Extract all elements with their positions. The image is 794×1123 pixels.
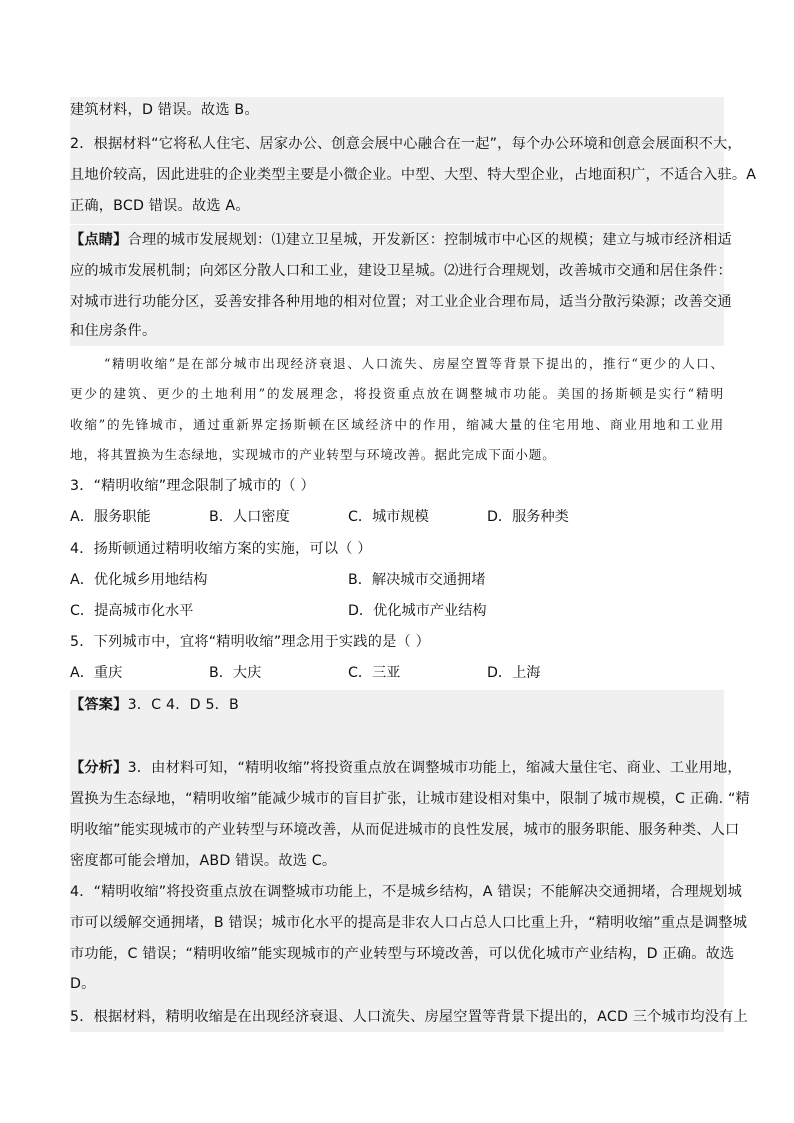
tips-text: 合理的城市发展规划：⑴建立卫星城，开发新区：控制城市中心区的规模；建立与城市经济相适: [127, 232, 732, 248]
option-b: B．解决城市交通拥堵: [348, 572, 486, 588]
option-d: D．上海: [487, 665, 541, 681]
text-line: 更少的建筑、更少的土地利用”的发展理念，将投资重点放在调整城市功能。美国的扬斯顿是实行“精明: [70, 386, 724, 401]
answer-block: [70, 690, 724, 756]
option-d: D．优化城市产业结构: [348, 603, 487, 619]
tips-label: 【点睛】: [70, 232, 128, 248]
text-line: 建筑材料，D 错误。故选 B。: [70, 102, 259, 118]
question-stem: 4．扬斯顿通过精明收缩方案的实施，可以（ ）: [70, 541, 372, 557]
option-a: A．优化城乡用地结构: [70, 572, 208, 588]
text-line: 和住房条件。: [70, 323, 157, 339]
tips-block: [70, 225, 732, 346]
analysis-label: 【分析】: [70, 760, 128, 776]
option-b: B．人口密度: [209, 509, 290, 525]
analysis-block: [70, 756, 750, 1032]
text-line: 对城市进行功能分区，妥善安排各种用地的相对位置；对工业企业合理布局，适当分散污染源；改善交通: [70, 294, 732, 310]
text-line: 置换为生态绿地，“精明收缩”能减少城市的盲目扩张，让城市建设相对集中，限制了城市规模，C 正确. “精: [70, 791, 750, 807]
text-line: D。: [70, 976, 96, 992]
text-line: 5．根据材料，精明收缩是在出现经济衰退、人口流失、房屋空置等背景下提出的，ACD 三个城市均没有上: [70, 1009, 748, 1025]
answer-line: [70, 695, 724, 715]
option-a: A．服务职能: [70, 509, 151, 525]
option-d: D．服务种类: [487, 509, 569, 525]
question-4: [70, 539, 724, 629]
question-3: [70, 476, 724, 536]
text-line: 地，将其置换为生态绿地，实现城市的产业转型与环境改善。据此完成下面小题。: [70, 447, 556, 462]
option-a: A．重庆: [70, 665, 123, 681]
option-c: C．三亚: [348, 665, 401, 681]
option-c: C．城市规模: [348, 509, 429, 525]
option-b: B．大庆: [209, 665, 262, 681]
analysis-text: 3．由材料可知，“精明收缩”将投资重点放在调整城市功能上，缩减大量住宅、商业、工业用地，: [127, 760, 742, 776]
previous-analysis-block: [70, 97, 757, 224]
question-stem: 5．下列城市中，宜将“精明收缩”理念用于实践的是（ ）: [70, 634, 430, 650]
tips-line-1: [70, 230, 732, 250]
analysis-line-1: [70, 758, 742, 778]
answer-text: 3．C 4．D 5．B: [127, 697, 239, 713]
answer-label: 【答案】: [70, 697, 128, 713]
text-line: “精明收缩”是在部分城市出现经济衰退、人口流失、房屋空置等背景下提出的，推行“更少的人口、: [104, 356, 724, 371]
text-line: 市可以缓解交通拥堵，B 错误；城市化水平的提高是非农人口占总人口比重上升，“精明收缩”重点是调整城: [70, 915, 748, 931]
text-line: 正确，BCD 错误。故选 A。: [70, 198, 250, 214]
text-line: 密度都可能会增加，ABD 错误。故选 C。: [70, 853, 337, 869]
text-line: 明收缩”能实现城市的产业转型与环境改善，从而促进城市的良性发展，城市的服务职能、服务种类、人口: [70, 822, 740, 838]
text-line: 市功能，C 错误；“精明收缩”能实现城市的产业转型与环境改善，可以优化城市产业结构，D 正确。故选: [70, 946, 735, 962]
question-stem: 3．“精明收缩”理念限制了城市的（ ）: [70, 478, 315, 494]
text-line: 且地价较高，因此进驻的企业类型主要是小微企业。中型、大型、特大型企业，占地面积广，不适合入驻。A: [70, 167, 757, 183]
text-line: 应的城市发展机制；向郊区分散人口和工业，建设卫星城。⑵进行合理规划，改善城市交通和居住条件：: [70, 263, 732, 279]
text-line: 4．“精明收缩”将投资重点放在调整城市功能上，不是城乡结构，A 错误；不能解决交通拥堵，合理规划城: [70, 884, 742, 900]
question-5: [70, 632, 724, 692]
text-line: 收缩”的先锋城市，通过重新界定扬斯顿在区域经济中的作用，缩减大量的住宅用地、商业用地和工业用: [70, 417, 724, 432]
text-line: 2．根据材料“它将私人住宅、居家办公、创意会展中心融合在一起”，每个办公环境和创意会展面积不大，: [70, 136, 742, 152]
reading-material: [70, 350, 724, 470]
option-c: C．提高城市化水平: [70, 603, 194, 619]
